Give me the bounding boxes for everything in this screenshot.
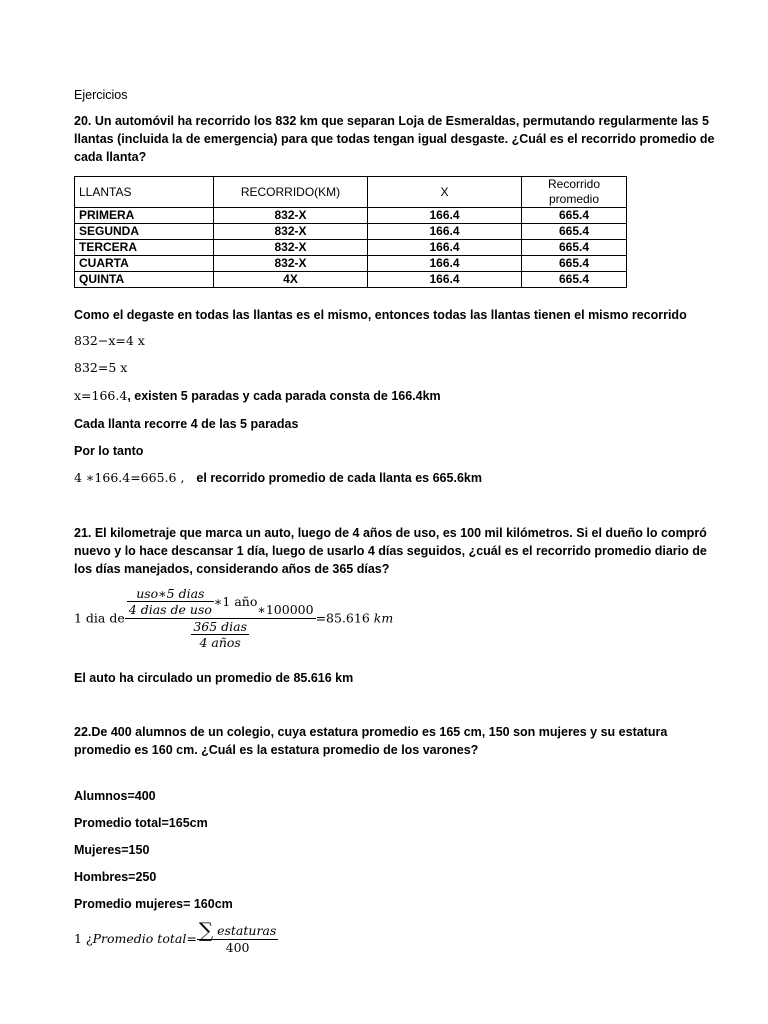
formula-21-main-fraction xyxy=(125,586,316,650)
line-promedio-total: Promedio total=165cm xyxy=(74,816,208,830)
table-cell: 665.4 xyxy=(522,272,627,288)
answer-21: El auto ha circulado un promedio de 85.616 km xyxy=(74,671,354,685)
line-alumnos: Alumnos=400 xyxy=(74,789,156,803)
table-cell: 665.4 xyxy=(522,224,627,240)
line-mujeres: Mujeres=150 xyxy=(74,843,150,857)
table-header: RECORRIDO(KM) xyxy=(214,177,368,208)
formula-21-prefix: 1 dia de xyxy=(74,610,125,626)
equation-3-line xyxy=(74,387,441,405)
table-cell: 166.4 xyxy=(368,240,522,256)
formula-21-den-fraction xyxy=(191,619,249,650)
equation-1: 832−x=4 x xyxy=(74,333,145,348)
table-header-row xyxy=(75,177,627,208)
formula-22-prefix: 1 ¿ xyxy=(74,931,93,946)
equation-3-text: , existen 5 paradas y cada parada consta de 166.4km xyxy=(127,389,441,403)
tires-table xyxy=(74,176,627,288)
formula-22-label: Promedio total= xyxy=(92,931,197,946)
line-hombres: Hombres=250 xyxy=(74,870,157,884)
sum-symbol: ∑ xyxy=(198,918,214,942)
formula-21-result: =85.616 xyxy=(315,610,370,626)
equation-4: 4 ∗166.4=665.6 , xyxy=(74,470,185,485)
table-header: X xyxy=(368,177,522,208)
formula-22-den: 400 xyxy=(225,940,250,955)
table-cell: 166.4 xyxy=(368,272,522,288)
table-cell: 4X xyxy=(214,272,368,288)
table-cell: SEGUNDA xyxy=(75,224,214,240)
formula-21-inner-num: uso∗5 dias xyxy=(127,586,214,602)
formula-21-mult1: ∗1 año xyxy=(213,594,258,609)
table-cell: TERCERA xyxy=(75,240,214,256)
line-promedio-mujeres: Promedio mujeres= 160cm xyxy=(74,897,233,911)
table-row xyxy=(75,256,627,272)
table-cell: 665.4 xyxy=(522,208,627,224)
question-22: 22.De 400 alumnos de un colegio, cuya estatura promedio es 165 cm, 150 son mujeres y su estatura promedio es 160 cm. ¿Cuál es la estatura promedio de los varones? xyxy=(74,725,668,757)
equation-2: 832=5 x xyxy=(74,360,128,375)
formula-21-inner-den: 4 dias de uso xyxy=(128,602,212,617)
equation-4-text: el recorrido promedio de cada llanta es 665.6km xyxy=(196,471,482,485)
table-cell: PRIMERA xyxy=(75,208,214,224)
table-cell: 832-X xyxy=(214,256,368,272)
table-row xyxy=(75,272,627,288)
equation-4-line xyxy=(74,469,482,487)
formula-21-den-num: 365 dias xyxy=(193,619,248,634)
table-header: LLANTAS xyxy=(75,177,214,208)
table-cell: 832-X xyxy=(214,208,368,224)
formula-21-unit: km xyxy=(373,610,394,626)
table-row xyxy=(75,208,627,224)
heading: Ejercicios xyxy=(74,88,128,102)
table-header: Recorrido promedio xyxy=(522,177,627,208)
table-cell: 166.4 xyxy=(368,256,522,272)
table-cell: 166.4 xyxy=(368,224,522,240)
question-21: 21. El kilometraje que marca un auto, luego de 4 años de uso, es 100 mil kilómetros. Si el dueño lo compró nuevo y lo hace descansar 1 día, luego de usarlo 4 días seguidos, ¿cuál es el recorrido promedio diario de los días manejados, considerando años de 365 días? xyxy=(74,526,707,576)
formula-22 xyxy=(74,918,278,956)
formula-22-fraction xyxy=(197,918,278,956)
formula-21-mult2: ∗100000 xyxy=(257,602,314,617)
formula-21-inner-fraction xyxy=(127,586,214,617)
table-cell: 832-X xyxy=(214,240,368,256)
table-cell: 166.4 xyxy=(368,208,522,224)
table-cell: CUARTA xyxy=(75,256,214,272)
table-cell: 832-X xyxy=(214,224,368,240)
line-cada-llanta: Cada llanta recorre 4 de las 5 paradas xyxy=(74,417,299,431)
table-cell: 665.4 xyxy=(522,256,627,272)
explanation-20: Como el degaste en todas las llantas es el mismo, entonces todas las llantas tienen el mismo recorrido xyxy=(74,308,687,322)
table-row xyxy=(75,240,627,256)
question-20: 20. Un automóvil ha recorrido los 832 km que separan Loja de Esmeraldas, permutando regularmente las 5 llantas (incluida la de emergencia) para que todas tengan igual desgaste. ¿Cuál es el recorrido promedio de cada llanta? xyxy=(74,114,715,164)
line-por-lo-tanto: Por lo tanto xyxy=(74,444,144,458)
table-cell: QUINTA xyxy=(75,272,214,288)
formula-21 xyxy=(74,586,393,650)
table-row xyxy=(75,224,627,240)
equation-3: x=166.4 xyxy=(74,388,128,403)
formula-21-den-den: 4 años xyxy=(199,635,241,650)
formula-22-num: estaturas xyxy=(217,923,277,938)
table-cell: 665.4 xyxy=(522,240,627,256)
